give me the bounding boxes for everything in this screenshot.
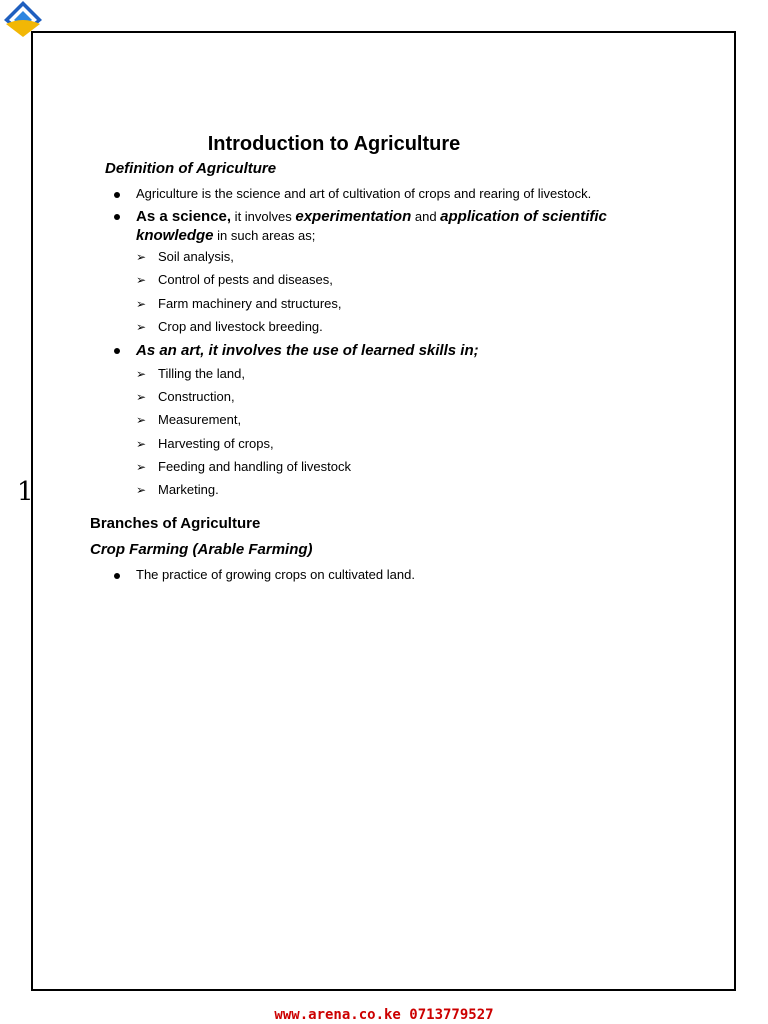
- art-lead: As an art, it involves the use of learned skills in;: [136, 342, 479, 359]
- art-item: Construction,: [158, 389, 235, 404]
- bullet-icon: [114, 214, 120, 220]
- science-paragraph: [136, 207, 656, 245]
- arrow-bullet-icon: ➢: [136, 437, 147, 451]
- crop-farming-heading: Crop Farming (Arable Farming): [90, 541, 313, 558]
- science-item: Soil analysis,: [158, 249, 234, 264]
- art-item: Measurement,: [158, 412, 242, 427]
- footer-contact: www.arena.co.ke 0713779527: [274, 1007, 494, 1023]
- art-item: Tilling the land,: [158, 366, 245, 381]
- arrow-bullet-icon: ➢: [136, 390, 147, 404]
- bullet-icon: [114, 348, 120, 354]
- arrow-bullet-icon: ➢: [136, 297, 147, 311]
- definition-heading: Definition of Agriculture: [105, 160, 277, 177]
- arrow-bullet-icon: ➢: [136, 250, 147, 264]
- science-item: Farm machinery and structures,: [158, 296, 342, 311]
- arrow-bullet-icon: ➢: [136, 460, 147, 474]
- branches-heading: Branches of Agriculture: [90, 515, 261, 532]
- arrow-bullet-icon: ➢: [136, 413, 147, 427]
- art-item: Marketing.: [158, 482, 219, 497]
- arrow-bullet-icon: ➢: [136, 483, 147, 497]
- bullet-icon: [114, 192, 120, 198]
- science-text-1: it involves: [231, 209, 296, 224]
- science-emphasis-3: knowledge: [136, 227, 214, 244]
- science-emphasis-1: experimentation: [295, 208, 412, 225]
- arrow-bullet-icon: ➢: [136, 273, 147, 287]
- definition-text: Agriculture is the science and art of cultivation of crops and rearing of livestock.: [136, 186, 592, 201]
- science-lead: As a science,: [136, 208, 232, 225]
- page-number: 1: [17, 477, 34, 507]
- page-title: Introduction to Agriculture: [207, 133, 461, 155]
- science-item: Crop and livestock breeding.: [158, 319, 323, 334]
- bullet-icon: [114, 573, 120, 579]
- science-text-2: and: [411, 209, 441, 224]
- arrow-bullet-icon: ➢: [136, 367, 147, 381]
- science-item: Control of pests and diseases,: [158, 272, 333, 287]
- art-item: Harvesting of crops,: [158, 436, 274, 451]
- art-item: Feeding and handling of livestock: [158, 459, 351, 474]
- science-text-3: in such areas as;: [213, 228, 316, 243]
- crop-farming-text: The practice of growing crops on cultivated land.: [136, 567, 415, 582]
- arrow-bullet-icon: ➢: [136, 320, 147, 334]
- science-emphasis-2: application of scientific: [440, 208, 607, 225]
